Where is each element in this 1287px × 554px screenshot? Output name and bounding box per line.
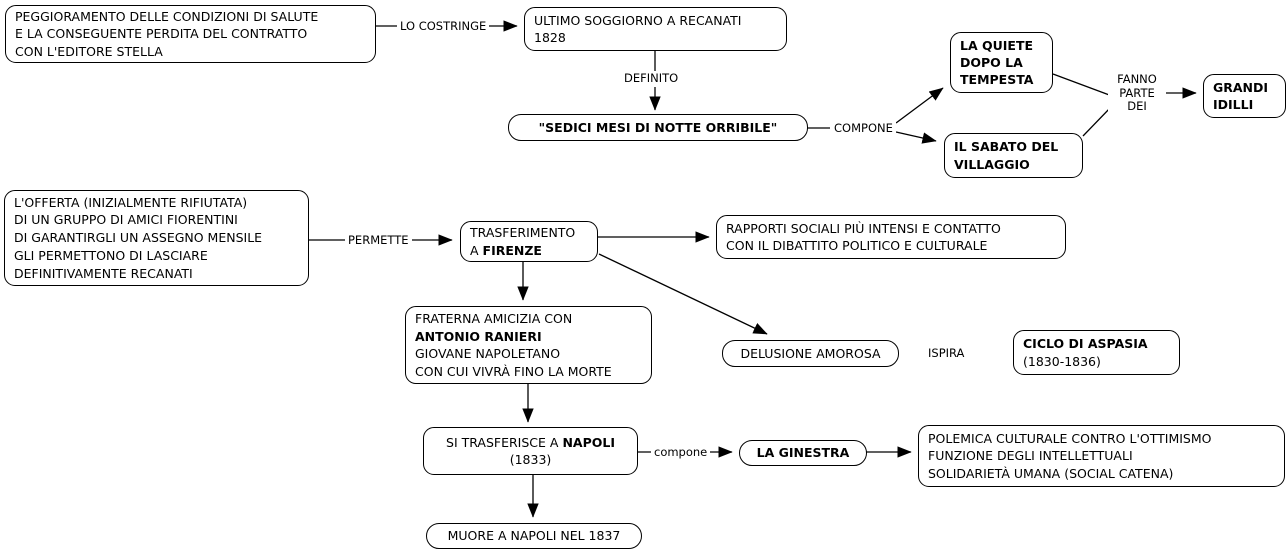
node-text: DI GARANTIRGLI UN ASSEGNO MENSILE (14, 230, 263, 246)
node-text: GRANDI (1213, 79, 1269, 95)
node-text: FRATERNA AMICIZIA CON (415, 311, 573, 326)
node-text: SOLIDARIETÀ UMANA (SOCIAL CATENA) (928, 465, 1174, 481)
node-text: POLEMICA CULTURALE CONTRO L'OTTIMISMO (928, 430, 1212, 446)
node-trasferimento-firenze (460, 221, 598, 262)
node-delusione-amorosa (722, 340, 899, 367)
edge-compone-sabato (896, 132, 936, 141)
node-text: CON L'EDITORE STELLA (15, 43, 163, 59)
node-text: CON CUI VIVRÀ FINO LA MORTE (415, 363, 612, 379)
node-text: TEMPESTA (960, 72, 1034, 87)
edge-label-lo-costringe: LO COSTRINGE (397, 19, 489, 35)
node-text: DELUSIONE AMOROSA (740, 345, 881, 361)
edge-label-line: FANNO (1117, 72, 1157, 86)
node-text: TRASFERIMENTO (470, 225, 576, 240)
node-text: DOPO LA (960, 55, 1023, 70)
edge-compone-quiete (896, 88, 943, 123)
node-muore-napoli (426, 523, 642, 549)
node-la-quiete (950, 32, 1053, 93)
node-si-trasferisce-napoli (423, 427, 638, 475)
node-text: (1830-1836) (1023, 353, 1101, 369)
node-text: L'OFFERTA (INIZIALMENTE RIFIUTATA) (14, 194, 248, 210)
node-text: DI UN GRUPPO DI AMICI FIORENTINI (14, 212, 238, 228)
node-sedici-mesi (508, 114, 808, 141)
edge-label-definito: DEFINITO (621, 71, 681, 87)
edge-label-permette: PERMETTE (345, 233, 412, 249)
node-text: ANTONIO RANIERI (415, 328, 542, 344)
node-la-ginestra (739, 440, 867, 466)
node-text: LA QUIETE (960, 38, 1034, 53)
node-text: DEFINITIVAMENTE RECANATI (14, 265, 193, 281)
node-il-sabato (944, 133, 1083, 178)
node-fraterna-amicizia (405, 306, 652, 384)
node-peggioramento (5, 5, 376, 63)
node-ciclo-aspasia (1013, 330, 1180, 375)
node-text: (1833) (509, 452, 552, 467)
edge-quiete-fannoparte (1053, 74, 1112, 96)
node-text: FUNZIONE DEGLI INTELLETTUALI (928, 448, 1133, 464)
edge-label-line: PARTE (1119, 85, 1155, 100)
node-text: GIOVANE NAPOLETANO (415, 346, 561, 361)
node-text: MUORE A NAPOLI NEL 1837 (447, 528, 621, 544)
edge-label-compone: COMPONE (831, 121, 896, 137)
node-text: RAPPORTI SOCIALI PIÙ INTENSI E CONTATTO (726, 220, 1001, 236)
node-text: A FIRENZE (470, 242, 542, 258)
edge-label-compone-lower: compone (651, 445, 710, 461)
node-text: CON IL DIBATTITO POLITICO E CULTURALE (726, 238, 988, 253)
node-grandi-idilli (1203, 74, 1286, 118)
node-rapporti-sociali (716, 215, 1066, 259)
node-text: IL SABATO DEL (954, 139, 1059, 154)
node-text: VILLAGGIO (954, 156, 1030, 172)
node-offerta-amici (4, 190, 309, 286)
node-text: PEGGIORAMENTO DELLE CONDIZIONI DI SALUTE (15, 8, 319, 24)
node-text: 1828 (534, 30, 566, 45)
node-text: IDILLI (1213, 97, 1254, 112)
node-text: SI TRASFERISCE A NAPOLI (446, 434, 615, 450)
edge-label-fanno-parte-dei (1108, 72, 1166, 115)
node-polemica-culturale (918, 425, 1285, 487)
node-ultimo-soggiorno (524, 7, 787, 51)
node-text: ULTIMO SOGGIORNO A RECANATI (534, 12, 742, 28)
edge-label-ispira: ISPIRA (925, 346, 967, 362)
node-text: "SEDICI MESI DI NOTTE ORRIBILE" (538, 119, 778, 135)
edge-label-line: DEI (1127, 99, 1147, 113)
node-text: GLI PERMETTONO DI LASCIARE (14, 247, 208, 263)
node-text: LA GINESTRA (756, 445, 850, 461)
node-text: E LA CONSEGUENTE PERDITA DEL CONTRATTO (15, 26, 308, 42)
node-text: CICLO DI ASPASIA (1023, 336, 1148, 351)
